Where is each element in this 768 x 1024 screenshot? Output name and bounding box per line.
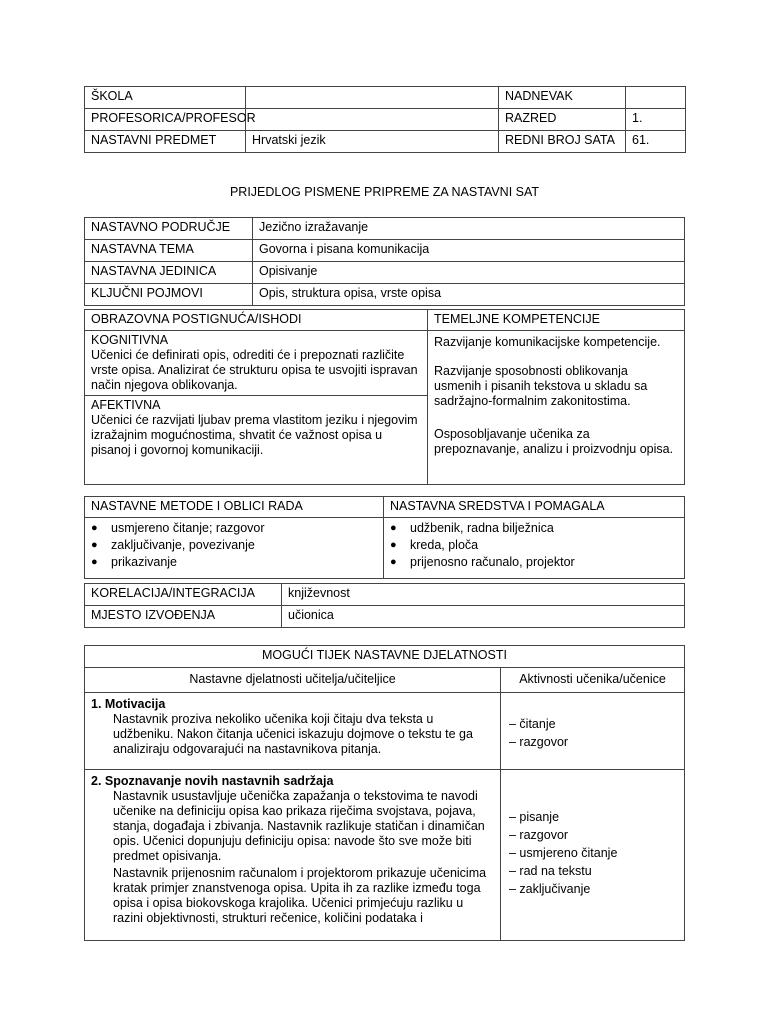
list-item: ● udžbenik, radna bilježnica — [390, 520, 678, 537]
info-label: NASTAVNO PODRUČJE — [85, 218, 253, 240]
outcomes-table — [84, 309, 685, 485]
competences-header: TEMELJNE KOMPETENCIJE — [428, 310, 685, 331]
affective-text: Učenici će razvijati ljubav prema vlastitom jeziku i njegovim izražajnim mogućnostima, shvatit će važnost opisa u pisanoj i govornoj komunikaciji. — [91, 413, 418, 457]
methods-list-cell — [85, 518, 384, 579]
lesson-number-label: REDNI BROJ SATA — [499, 131, 626, 153]
step-title: 1. Motivacija — [91, 697, 166, 711]
location-value: učionica — [282, 606, 685, 628]
info-row — [85, 218, 685, 240]
competence-item: Osposobljavanje učenika za prepoznavanje, analizu i proizvodnju opisa. — [434, 427, 674, 456]
activity-item: – čitanje — [509, 717, 556, 731]
correlation-table — [84, 583, 685, 628]
activity-item: – rad na tekstu — [509, 864, 592, 878]
teacher-label: PROFESORICA/PROFESOR — [85, 109, 246, 131]
teacher-column-header: Nastavne djelatnosti učitelja/učiteljice — [85, 668, 501, 693]
lesson-flow-table — [84, 645, 685, 941]
step-new-content — [85, 770, 501, 941]
step-text: Nastavnik prijenosnim računalom i projektorom prikazuje učenicima kratak primjer znanstvenoga opisa. Upita ih za razlike između toga opisa i opisa biokovskoga krajolika. Učenici primjećuju razliku u razini objektivnosti, strukturi rečenice, količini podataka i — [113, 866, 487, 925]
header-row-teacher — [85, 109, 686, 131]
competence-item: Razvijanje sposobnosti oblikovanja usmenih i pisanih tekstova u skladu sa sadržajno-formalnim zakonitostima. — [434, 364, 648, 408]
cognitive-title: KOGNITIVNA — [91, 333, 169, 347]
activity-item: – razgovor — [509, 735, 569, 749]
cognitive-text: Učenici će definirati opis, odrediti će i prepoznati različite vrste opisa. Analizirat će strukturu opisa te usvojiti ispravan način njegova oblikovanja. — [91, 348, 418, 392]
list-item: ● usmjereno čitanje; razgovor — [91, 520, 377, 537]
correlation-value: književnost — [282, 584, 685, 606]
list-item: ● zaključivanje, povezivanje — [91, 537, 377, 554]
activity-item: – razgovor — [509, 828, 569, 842]
header-row-school — [85, 87, 686, 109]
info-value: Jezično izražavanje — [253, 218, 685, 240]
student-column-header: Aktivnosti učenika/učenice — [501, 668, 685, 693]
outcomes-header: OBRAZOVNA POSTIGNUĆA/ISHODI — [85, 310, 428, 331]
date-label: NADNEVAK — [499, 87, 626, 109]
school-label: ŠKOLA — [85, 87, 246, 109]
affective-title: AFEKTIVNA — [91, 398, 161, 412]
header-table — [84, 86, 686, 153]
cognitive-cell — [85, 331, 428, 396]
info-table — [84, 217, 685, 306]
info-label: NASTAVNA TEMA — [85, 240, 253, 262]
activity-item: – pisanje — [509, 810, 560, 824]
materials-list-cell — [384, 518, 685, 579]
list-item: ● prikazivanje — [91, 554, 377, 571]
flow-title: MOGUĆI TIJEK NASTAVNE DJELATNOSTI — [85, 646, 685, 668]
activity-item: – zaključivanje — [509, 882, 591, 896]
activity-item: – usmjereno čitanje — [509, 846, 618, 860]
info-value: Opis, struktura opisa, vrste opisa — [253, 284, 685, 306]
methods-table — [84, 496, 685, 579]
activities-motivation — [501, 693, 685, 770]
list-item: ● prijenosno računalo, projektor — [390, 554, 678, 571]
info-label: KLJUČNI POJMOVI — [85, 284, 253, 306]
methods-header: NASTAVNE METODE I OBLICI RADA — [85, 497, 384, 518]
step-motivation — [85, 693, 501, 770]
materials-header: NASTAVNA SREDSTVA I POMAGALA — [384, 497, 685, 518]
list-item: ● kreda, ploča — [390, 537, 678, 554]
subject-value: Hrvatski jezik — [246, 131, 499, 153]
teacher-value — [246, 109, 499, 131]
correlation-label: KORELACIJA/INTEGRACIJA — [85, 584, 282, 606]
date-value — [626, 87, 686, 109]
info-row — [85, 262, 685, 284]
lesson-number-value: 61. — [626, 131, 686, 153]
step-title: 2. Spoznavanje novih nastavnih sadržaja — [91, 774, 334, 788]
info-row — [85, 284, 685, 306]
step-text: Nastavnik proziva nekoliko učenika koji čitaju dva teksta u udžbeniku. Nakon čitanja učenici iskazuju dojmove o tekstu te ga analiziraju odgovarajući na nastavnikova pitanja. — [113, 712, 473, 756]
materials-list — [390, 520, 678, 571]
class-value: 1. — [626, 109, 686, 131]
location-label: MJESTO IZVOĐENJA — [85, 606, 282, 628]
document-title: PRIJEDLOG PISMENE PRIPREME ZA NASTAVNI SAT — [229, 185, 540, 199]
subject-label: NASTAVNI PREDMET — [85, 131, 246, 153]
competences-cell — [428, 331, 685, 485]
info-value: Govorna i pisana komunikacija — [253, 240, 685, 262]
class-label: RAZRED — [499, 109, 626, 131]
step-text: Nastavnik usustavljuje učenička zapažanja o tekstovima te navodi učenike na definiciju opisa kao prikaza riječima svojstava, pojava, stanja, događaja i zbivanja. Nastavnik razlikuje statičan i dinamičan opis. Učenici dopunjuju definiciju opisa: navode što sve može biti predmet opisivanja. — [113, 789, 485, 863]
affective-cell — [85, 396, 428, 485]
info-label: NASTAVNA JEDINICA — [85, 262, 253, 284]
methods-list — [91, 520, 377, 571]
activities-new-content — [501, 770, 685, 941]
header-row-subject — [85, 131, 686, 153]
info-value: Opisivanje — [253, 262, 685, 284]
info-row — [85, 240, 685, 262]
school-value — [246, 87, 499, 109]
competence-item: Razvijanje komunikacijske kompetencije. — [434, 335, 661, 349]
